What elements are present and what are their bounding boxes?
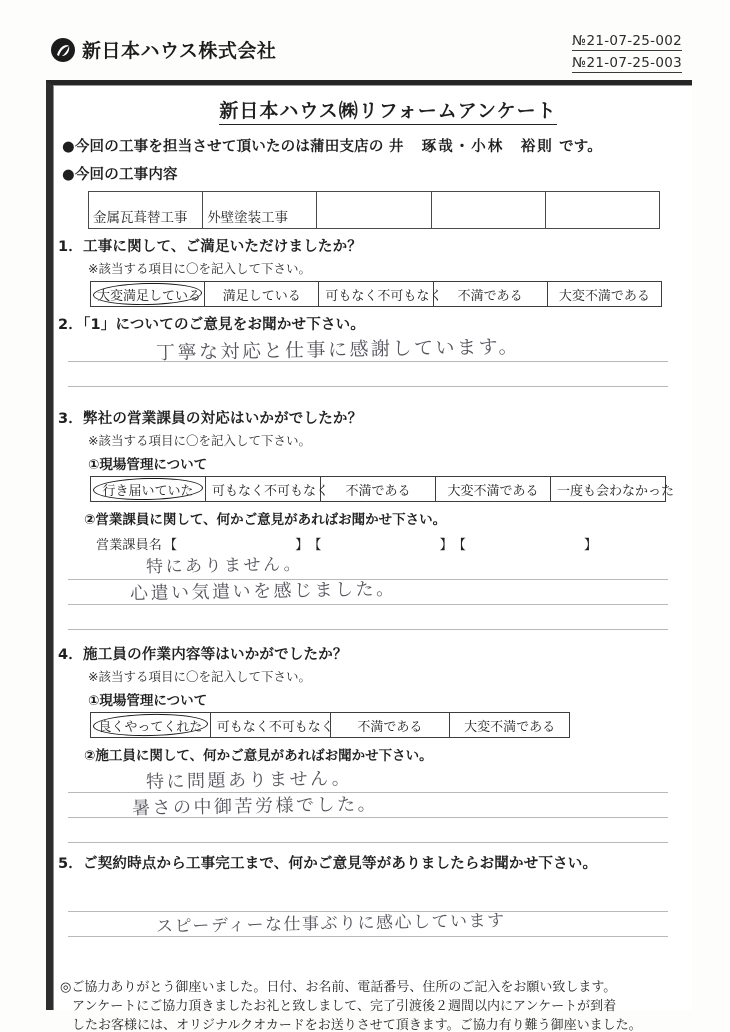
question-5-text: ご契約時点から工事完工まで、何かご意見等がありましたらお聞かせ下さい。	[83, 856, 598, 872]
question-1-number: 1．	[58, 239, 83, 255]
question-2-handwritten-answer: 丁寧な対応と仕事に感謝しています。	[155, 335, 521, 365]
sales-staff-name-field-1[interactable]: 【 】	[164, 538, 309, 553]
company-logo	[50, 36, 276, 63]
company-name: 新日本ハウス株式会社	[82, 40, 277, 62]
question-2-text: 「1」についてのご意見をお聞かせ下さい。	[83, 317, 366, 333]
question-4-title	[58, 643, 686, 664]
question-4-answer-area[interactable]	[68, 768, 668, 842]
option-q4-0-label: 良くやってくれた	[98, 719, 203, 735]
question-4-sub2: ②施工員に関して、何かご意見があればお聞かせ下さい。	[84, 748, 433, 764]
work-cell-1[interactable]: 金属瓦葺替工事	[89, 192, 203, 229]
work-content-heading: ●今回の工事内容	[62, 167, 178, 183]
question-4-sub1: ①現場管理について	[88, 693, 208, 709]
question-1-note: ※該当する項目に〇を記入して下さい。	[88, 261, 311, 276]
option-q3-0[interactable]	[91, 477, 206, 502]
footer-line-2: アンケートにご協力頂きましたお礼と致しまして、完了引渡後２週間以内にアンケートが到着	[72, 998, 617, 1014]
question-1-title	[58, 235, 686, 256]
question-3-title	[58, 407, 686, 428]
question-5-answer-area[interactable]	[68, 887, 668, 961]
option-q1-1[interactable]: 満足している	[205, 282, 319, 307]
option-q4-2[interactable]: 不満である	[330, 713, 450, 738]
option-q1-3[interactable]: 不満である	[433, 282, 547, 307]
staff-names: 井 琢哉・小林 裕則	[388, 139, 554, 155]
intro-prefix: ●今回の工事を担当させて頂いたのは蒲田支店の	[62, 139, 384, 155]
question-2-number: 2．	[58, 317, 83, 333]
work-cell-2[interactable]: 外壁塗装工事	[203, 192, 317, 229]
page-title-text: 新日本ハウス㈱リフォームアンケート	[219, 100, 556, 125]
question-3-handwritten-line-1: 特にありません。	[145, 554, 304, 578]
option-q4-3[interactable]: 大変不満である	[450, 713, 570, 738]
option-q4-1[interactable]: 可もなく不可もなく	[210, 713, 330, 738]
intro-suffix: です。	[559, 139, 603, 155]
table-row	[91, 713, 570, 738]
option-q1-4[interactable]: 大変不満である	[547, 282, 661, 307]
question-3-text: 弊社の営業課員の対応はいかがでしたか？	[83, 411, 363, 427]
question-5-number: 5．	[58, 856, 83, 872]
footer-line-3: したお客様には、オリジナルクオカードをお送りさせて頂きます。ご協力有り難う御座いました。	[72, 1017, 642, 1032]
question-5-title	[58, 852, 686, 873]
swirl-logo-icon	[50, 37, 76, 63]
sales-staff-name-field-3[interactable]: 【 】	[452, 538, 598, 553]
option-q1-0-label: 大変満足している	[97, 288, 202, 304]
question-4-handwritten-line-1: 特に問題ありません。	[145, 768, 353, 793]
rule-line	[68, 605, 668, 630]
question-3-sub2: ②営業課員に関して、何かご意見があればお聞かせ下さい。	[84, 512, 447, 528]
survey-content	[56, 88, 686, 1032]
question-3-handwritten-line-2: 心遣い気遣いを感じました。	[129, 578, 397, 605]
intro-line	[62, 135, 686, 156]
question-2-title	[58, 313, 686, 334]
document-number-1: №21-07-25-002	[572, 33, 682, 49]
table-row	[91, 477, 666, 502]
question-3-options	[90, 476, 675, 502]
work-cell-5[interactable]	[545, 192, 659, 229]
question-4-handwritten-line-2: 暑さの中御苦労様でした。	[131, 793, 379, 820]
work-cell-3[interactable]	[317, 192, 431, 229]
question-3-sub1: ①現場管理について	[88, 457, 208, 473]
footer-note	[60, 979, 686, 1032]
rule-line	[68, 818, 668, 843]
document-number-2: №21-07-25-003	[572, 55, 682, 71]
question-3-note: ※該当する項目に〇を記入して下さい。	[88, 433, 311, 448]
question-4-number: 4．	[58, 647, 83, 663]
document-numbers	[572, 33, 682, 77]
option-q3-1[interactable]: 可もなく不可もなく	[206, 477, 321, 502]
table-row	[91, 282, 662, 307]
option-q3-0-label: 行き届いていた	[102, 483, 194, 499]
sales-staff-name-label: 営業課員名	[96, 538, 163, 553]
option-q3-4[interactable]: 一度も会わなかった	[551, 477, 666, 502]
question-5-handwritten-answer: スピーディーな仕事ぶりに感心しています	[155, 910, 506, 938]
option-q3-2[interactable]: 不満である	[321, 477, 436, 502]
table-row	[89, 192, 660, 229]
question-4-note: ※該当する項目に〇を記入して下さい。	[88, 669, 311, 684]
question-2-answer-area[interactable]	[68, 337, 668, 393]
page-title	[90, 96, 686, 125]
rule-line	[68, 362, 668, 387]
question-1-options	[90, 281, 662, 307]
work-cell-4[interactable]	[431, 192, 545, 229]
question-4-options	[90, 712, 570, 738]
question-1-text: 工事に関して、ご満足いただけましたか？	[83, 239, 363, 255]
question-3-number: 3．	[58, 411, 83, 427]
sales-staff-name-field-2[interactable]: 【 】	[308, 538, 453, 553]
question-3-answer-area[interactable]	[68, 555, 668, 633]
option-q4-0[interactable]	[91, 713, 211, 738]
option-q1-0[interactable]	[91, 282, 205, 307]
question-4-text: 施工員の作業内容等はいかがでしたか？	[83, 647, 348, 663]
work-content-table	[88, 191, 660, 229]
sales-staff-name-row	[96, 534, 686, 553]
option-q1-2[interactable]: 可もなく不可もなく	[319, 282, 433, 307]
option-q3-3[interactable]: 大変不満である	[436, 477, 551, 502]
footer-line-1: ◎ご協力ありがとう御座いました。日付、お名前、電話番号、住所のご記入をお願い致します。	[60, 980, 617, 995]
